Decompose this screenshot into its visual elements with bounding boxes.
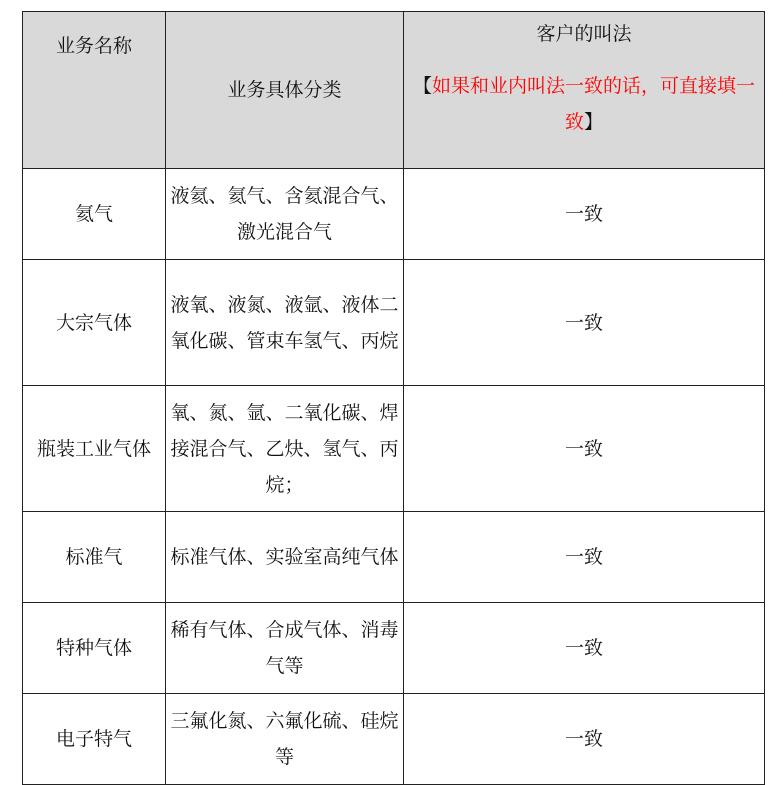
table-row — [23, 169, 765, 260]
cell-customer-title: 一致 — [404, 512, 765, 603]
header-business-category: 业务具体分类 — [166, 12, 404, 169]
header-customer-note — [404, 68, 764, 140]
cell-business-name: 电子特气 — [23, 694, 166, 785]
note-bracket-close: 】 — [584, 111, 604, 133]
table-row — [23, 694, 765, 785]
table-row — [23, 260, 765, 386]
cell-business-name: 标准气 — [23, 512, 166, 603]
header-customer-title — [404, 12, 765, 169]
table-row — [23, 386, 765, 512]
cell-business-category: 标准气体、实验室高纯气体 — [166, 512, 404, 603]
note-bracket-open: 【 — [412, 75, 432, 97]
cell-customer-title: 一致 — [404, 386, 765, 512]
cell-business-category: 液氧、液氮、液氩、液体二氧化碳、管束车氢气、丙烷 — [166, 260, 404, 386]
cell-business-name: 大宗气体 — [23, 260, 166, 386]
cell-customer-title: 一致 — [404, 694, 765, 785]
note-red-text: 如果和业内叫法一致的话，可直接填一致 — [432, 75, 756, 133]
cell-business-category: 液氦、氦气、含氦混合气、激光混合气 — [166, 169, 404, 260]
cell-business-name: 特种气体 — [23, 603, 166, 694]
cell-business-category: 氧、氮、氩、二氧化碳、焊接混合气、乙炔、氢气、丙烷； — [166, 386, 404, 512]
cell-customer-title: 一致 — [404, 260, 765, 386]
table-row — [23, 512, 765, 603]
cell-business-name: 瓶装工业气体 — [23, 386, 166, 512]
header-customer-title-text: 客户的叫法 — [536, 23, 632, 45]
business-table — [22, 11, 765, 785]
header-business-name: 业务名称 — [23, 12, 166, 169]
table-header-row — [23, 12, 765, 169]
cell-customer-title: 一致 — [404, 603, 765, 694]
cell-customer-title: 一致 — [404, 169, 765, 260]
cell-business-category: 三氟化氮、六氟化硫、硅烷等 — [166, 694, 404, 785]
cell-business-category: 稀有气体、合成气体、消毒气等 — [166, 603, 404, 694]
cell-business-name: 氦气 — [23, 169, 166, 260]
table-row — [23, 603, 765, 694]
